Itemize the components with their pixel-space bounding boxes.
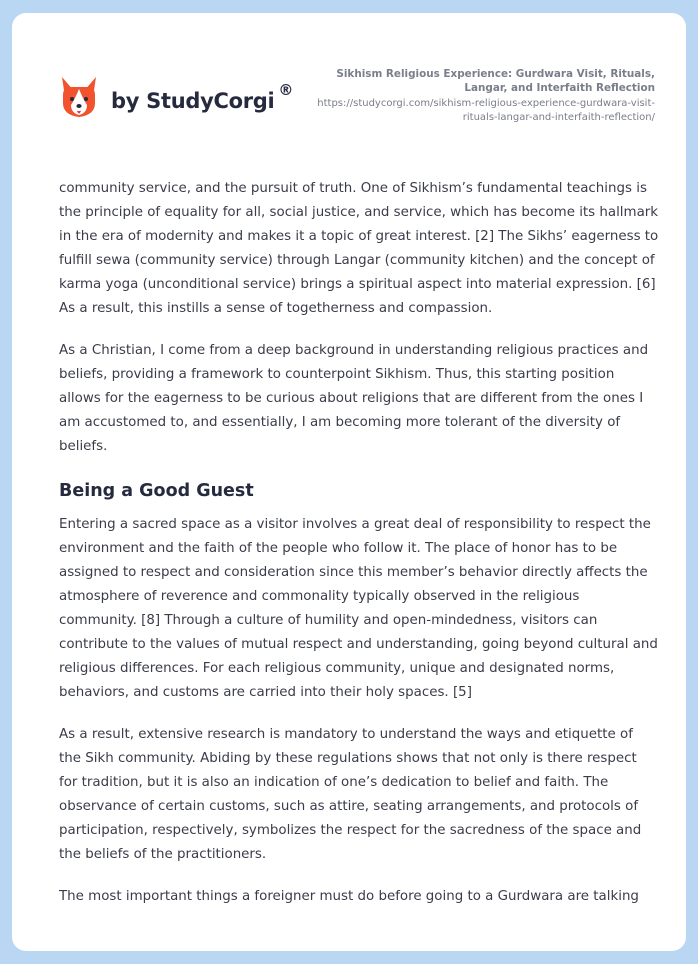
document-body: [59, 177, 659, 927]
paragraph: community service, and the pursuit of truth. One of Sikhism’s fundamental teachings is the principle of equality for all, social justice, and service, which has become its hallmark in the era of modernity and makes it a topic of great interest. [2] The Sikhs’ eagerness to fulfill sewa (community service) through Langar (community kitchen) and the concept of karma yoga (unconditional service) brings a spiritual aspect into material expression. [6] As a result, this instills a sense of togetherness and compassion.: [59, 181, 659, 316]
document-title: Sikhism Religious Experience: Gurdwara Visit, Rituals, Langar, and Interfaith Reflection: [336, 68, 655, 94]
paragraph: The most important things a foreigner must do before going to a Gurdwara are talking: [59, 889, 639, 904]
corgi-head-icon: [59, 75, 99, 121]
registered-mark: ®: [278, 81, 294, 99]
section-heading: Being a Good Guest: [59, 481, 254, 501]
brand-name: by StudyCorgi ®: [111, 81, 294, 113]
paragraph: As a result, extensive research is mandatory to understand the ways and etiquette of the Sikh community. Abiding by these regulations shows that not only is there respect for tradition, but it is also an indication of one’s dedication to belief and faith. The observance of certain customs, such as attire, seating arrangements, and protocols of participation, respectively, symbolizes the respect for the sacredness of the space and the beliefs of the practitioners.: [59, 727, 642, 862]
paragraph: Entering a sacred space as a visitor involves a great deal of responsibility to respect the environment and the faith of the people who follow it. The place of honor has to be assigned to respect and consideration since this member’s behavior directly affects the atmosphere of reverence and commonality typically observed in the religious community. [8] Through a culture of humility and open-mindedness, visitors can contribute to the values of mutual respect and understanding, going beyond cultural and religious differences. For each religious community, unique and designated norms, behaviors, and customs are carried into their holy spaces. [5]: [59, 517, 658, 700]
document-url[interactable]: https://studycorgi.com/sikhism-religious-experience-gurdwara-visit-rituals-langar-and-interfaith-reflection/: [317, 98, 655, 123]
document-page: [12, 13, 686, 951]
paragraph: As a Christian, I come from a deep background in understanding religious practices and beliefs, providing a framework to counterpoint Sikhism. Thus, this starting position allows for the eagerness to be curious about religions that are different from the ones I am accustomed to, and essentially, I am becoming more tolerant of the diversity of beliefs.: [59, 343, 649, 454]
document-meta: [295, 67, 655, 125]
studycorgi-logo[interactable]: [59, 75, 293, 121]
